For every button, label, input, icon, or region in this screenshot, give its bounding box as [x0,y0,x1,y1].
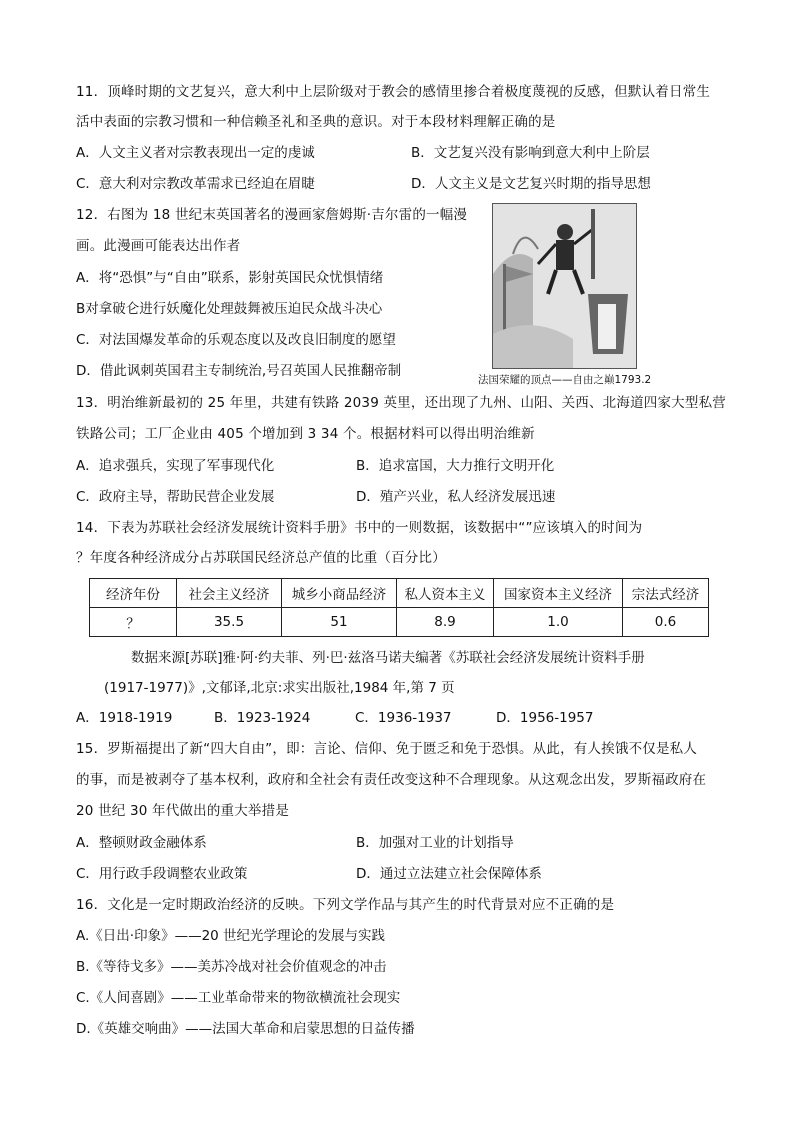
table-header-cell: 经济年份 [90,579,177,608]
table-cell: 8.9 [397,608,494,637]
q14-option-a: A．1918-1919 [76,710,173,726]
q15-stem-line3: 20 世纪 30 年代做出的重大举措是 [76,803,290,819]
q13-option-d: D．殖产兴业，私人经济发展迅速 [356,489,556,505]
table-cell: 0.6 [623,608,709,637]
q16-option-a: A.《日出·印象》——20 世纪光学理论的发展与实践 [76,928,386,944]
q11-stem-line2: 活中表面的宗教习惯和一种信赖圣礼和圣典的意识。对于本段材料理解正确的是 [76,114,556,130]
table-source-line1: 数据来源[苏联]雅·阿·约夫菲、列·巴·兹洛马诺夫编著《苏联社会经济发展统计资料手册 [131,650,645,666]
q14-stem: 14．下表为苏联社会经济发展统计资料手册》书中的一则数据，该数据中“”应该填入的时间为 [76,520,643,536]
q12-option-c: C．对法国爆发革命的乐观态度以及改良旧制度的愿望 [76,332,396,348]
cartoon-image [492,203,637,369]
table-title: ？年度各种经济成分占苏联国民经济总产值的比重（百分比） [76,550,446,566]
q16-option-b: B.《等待戈多》——美苏冷战对社会价值观念的冲击 [76,959,387,975]
q15-option-d: D．通过立法建立社会保障体系 [356,866,542,882]
table-source-line2: (1917-1977)》,文郁译,北京:求实出版社,1984 年,第 7 页 [104,680,455,696]
q13-stem-line1: 13．明治维新最初的 25 年里，共建有铁路 2039 英里，还出现了九州、山阳、关西、北海道四家大型私营 [76,395,726,411]
table-header-cell: 社会主义经济 [177,579,282,608]
table-header-row [90,579,709,608]
q11-stem-line1: 11．顶峰时期的文艺复兴，意大利中上层阶级对于教会的感情里掺合着极度蔑视的反感，但默认着日常生 [76,84,711,100]
q14-option-b: B．1923-1924 [214,710,311,726]
q11-option-a: A．人文主义者对宗教表现出一定的虔诚 [76,145,315,161]
q12-option-d: D．借此讽刺英国君主专制统治,号召英国人民推翻帝制 [76,363,402,379]
q15-stem-line1: 15．罗斯福提出了新“四大自由”，即：言论、信仰、免于匮乏和免于恐惧。从此，有人挨饿不仅是私人 [76,741,698,757]
table-cell: 51 [282,608,397,637]
q11-option-c: C．意大利对宗教改革需求已经迫在眉睫 [76,176,315,192]
q15-option-c: C．用行政手段调整农业政策 [76,866,248,882]
q15-option-b: B．加强对工业的计划指导 [356,835,514,851]
table-cell: 35.5 [177,608,282,637]
q15-stem-line2: 的事，而是被剥夺了基本权利，政府和全社会有责任改变这种不合理现象。从这观念出发，罗斯福政府在 [76,772,707,788]
table-header-cell: 国家资本主义经济 [494,579,623,608]
cartoon-caption: 法国荣耀的顶点——自由之巅1793.2 [478,374,652,386]
q13-option-b: B．追求富国，大力推行文明开化 [356,458,555,474]
table-cell: 1.0 [494,608,623,637]
table-cell: ？ [90,608,177,637]
q16-stem: 16．文化是一定时期政治经济的反映。下列文学作品与其产生的时代背景对应不正确的是 [76,897,615,913]
table-row [90,608,709,637]
q12-stem-line2: 画。此漫画可能表达出作者 [76,238,241,254]
q15-option-a: A．整顿财政金融体系 [76,835,207,851]
q13-option-a: A．追求强兵，实现了军事现代化 [76,458,275,474]
q12-option-b: B对拿破仑进行妖魔化处理鼓舞被压迫民众战斗决心 [76,301,383,317]
q16-option-d: D.《英雄交响曲》——法国大革命和启蒙思想的日益传播 [76,1021,415,1037]
q11-option-d: D．人文主义是文艺复兴时期的指导思想 [411,176,651,192]
q12-stem-line1: 12．右图为 18 世纪末英国著名的漫画家詹姆斯·吉尔雷的一幅漫 [76,207,468,223]
q14-option-d: D．1956-1957 [496,710,594,726]
q12-option-a: A．将“恐惧”与“自由”联系，影射英国民众忧惧情绪 [76,270,384,286]
q13-stem-line2: 铁路公司；工厂企业由 405 个增加到 3 34 个。根据材料可以得出明治维新 [76,426,535,442]
q16-option-c: C.《人间喜剧》——工业革命带来的物欲横流社会现实 [76,990,401,1006]
q14-option-c: C．1936-1937 [355,710,452,726]
q13-option-c: C．政府主导，帮助民营企业发展 [76,489,275,505]
table-header-cell: 城乡小商品经济 [282,579,397,608]
economy-table [89,578,709,637]
table-header-cell: 宗法式经济 [623,579,709,608]
table-header-cell: 私人资本主义 [397,579,494,608]
cartoon-illustration [493,204,636,368]
q11-option-b: B．文艺复兴没有影响到意大利中上阶层 [411,145,650,161]
